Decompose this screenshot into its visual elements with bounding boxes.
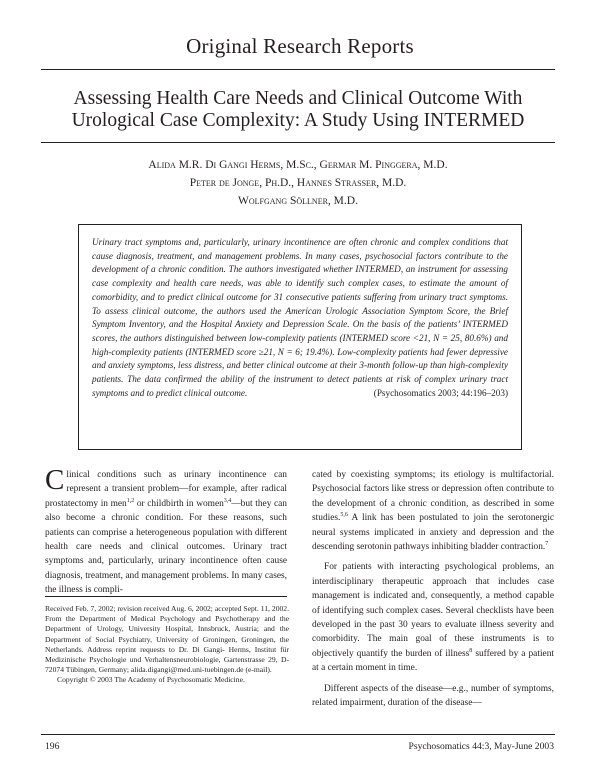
journal-footer: Psychosomatics 44:3, May-June 2003 xyxy=(408,741,554,752)
title-line: Assessing Health Care Needs and Clinical Outcome With xyxy=(73,88,523,109)
body-text: —but they can also become a chronic condition. For these reasons, such patients can comprise a heterogeneous population with different health care needs and clinical outcomes. Urinary tract symptoms and, particularly, urinary incontinence often cause diagnosis, treatment, and management problems. In many cases, the illness is compli- xyxy=(45,498,287,596)
abstract-citation: (Psychosomatics 2003; 44:196–203) xyxy=(373,387,508,398)
title-line: Urological Case Complexity: A Study Using INTERMED xyxy=(71,110,525,131)
body-text: or childbirth in women xyxy=(134,498,224,509)
author-line: Alida M.R. Di Gangi Herms, M.Sc., Germar M. Pinggera, M.D. xyxy=(148,159,448,171)
body-text: cated by coexisting symptoms; its etiology is multifactorial. Psychosocial factors like stress or depression often contribute to the development of a chronic condition, as described in some studies. xyxy=(312,470,554,524)
body-text: linical conditions such as urinary incontinence can represent a transient problem—for example, after radical prostatectomy in men xyxy=(45,470,287,509)
footnote xyxy=(45,604,289,686)
citation-ref: 1,2 xyxy=(126,497,135,504)
drop-cap: C xyxy=(45,464,65,496)
paragraph: Different aspects of the disease—e.g., number of symptoms, related impairment, duration of the disease— xyxy=(312,683,554,709)
body-text: For patients with interacting psychological problems, an interdisciplinary therapeutic approach that includes case management is indicated and, consequently, a method capable of identifying such complex cases. Several checklists have been developed in the past 30 years to evaluate illness severity and comorbidity. The main goal of these instruments is to objectively quantify the burden of illness xyxy=(312,562,554,659)
citation-ref: 3,4 xyxy=(223,497,232,504)
citation-ref: 5,6 xyxy=(340,512,348,519)
article-title xyxy=(41,88,555,132)
copyright-line: Copyright © 2003 The Academy of Psychosomatic Medicine. xyxy=(57,675,245,685)
citation-ref: 8 xyxy=(469,647,473,654)
abstract-box xyxy=(78,224,522,450)
footnote-rule xyxy=(45,596,287,597)
body-column-left xyxy=(45,464,287,598)
footer-rule xyxy=(41,734,555,735)
abstract-text: Urinary tract symptoms and, particularly, urinary incontinence are often chronic and complex conditions that cause diagnosis, treatment, and management problems. In many cases, psychosocial factors contribute to the development of a chronic condition. The authors investigated whether INTERMED, an instrument for assessing case complexity and health care needs, was able to identify such complex cases, to estimate the amount of comorbidity, and to predict clinical outcome for 31 consecutive patients suffering from urinary tract symptoms. To assess clinical outcome, the authors used the American Urologic Association Symptom Score, the Brief Symptom Inventory, and the Hospital Anxiety and Depression Scale. On the basis of the patients’ INTERMED scores, the authors distinguished between low-complexity patients (INTERMED score <21, N = 25, 80.6%) and high-complexity patients (INTERMED score ≥21, N = 6; 19.4%). Low-complexity patients had fewer depressive and anxiety symptoms, less distress, and better clinical outcome at their 3-month follow-up than high-complexity patients. The data confirmed the ability of the instrument to detect patients at risk of complex urinary tract symptoms and to predict clinical outcome. xyxy=(92,237,508,398)
body-column-right xyxy=(312,468,554,711)
citation-ref: 7 xyxy=(545,541,549,548)
author-line: Wolfgang Söllner, M.D. xyxy=(238,195,358,207)
header-rule xyxy=(41,69,555,70)
author-list xyxy=(41,156,555,210)
body-text: suffered by a patient at a certain moment in time. xyxy=(312,648,554,674)
footnote-text: Received Feb. 7, 2002; revision received Aug. 6, 2002; accepted Sept. 11, 2002. From the Department of Medical Psychology and Psychotherapy and the Department of Urology, University Hospital, Innsbruck, Austria; and the Department of Social Psychiatry, University of Groningen, Groningen, the Netherlands. Address reprint requests to Dr. Di Gangi- Herms, Institut für Medizinische Psychologie und Verhaltensneurobiologie, Gartenstrasse 29, D-72074 Tübingen, Germany; alida.digangi@med.uni-tuebingen.de (e-mail). xyxy=(45,604,289,675)
author-line: Peter de Jonge, Ph.D., Hannes Strasser, M.D. xyxy=(189,177,407,189)
page-number: 196 xyxy=(45,741,60,752)
body-text: A link has been postulated to join the serotonergic neural systems implicated in anxiety and depression and the descending serotonin pathways inhibiting bladder contraction. xyxy=(312,513,554,553)
section-heading: Original Research Reports xyxy=(186,34,414,58)
title-rule xyxy=(41,142,555,143)
paragraph xyxy=(312,468,554,554)
paragraph xyxy=(312,560,554,675)
